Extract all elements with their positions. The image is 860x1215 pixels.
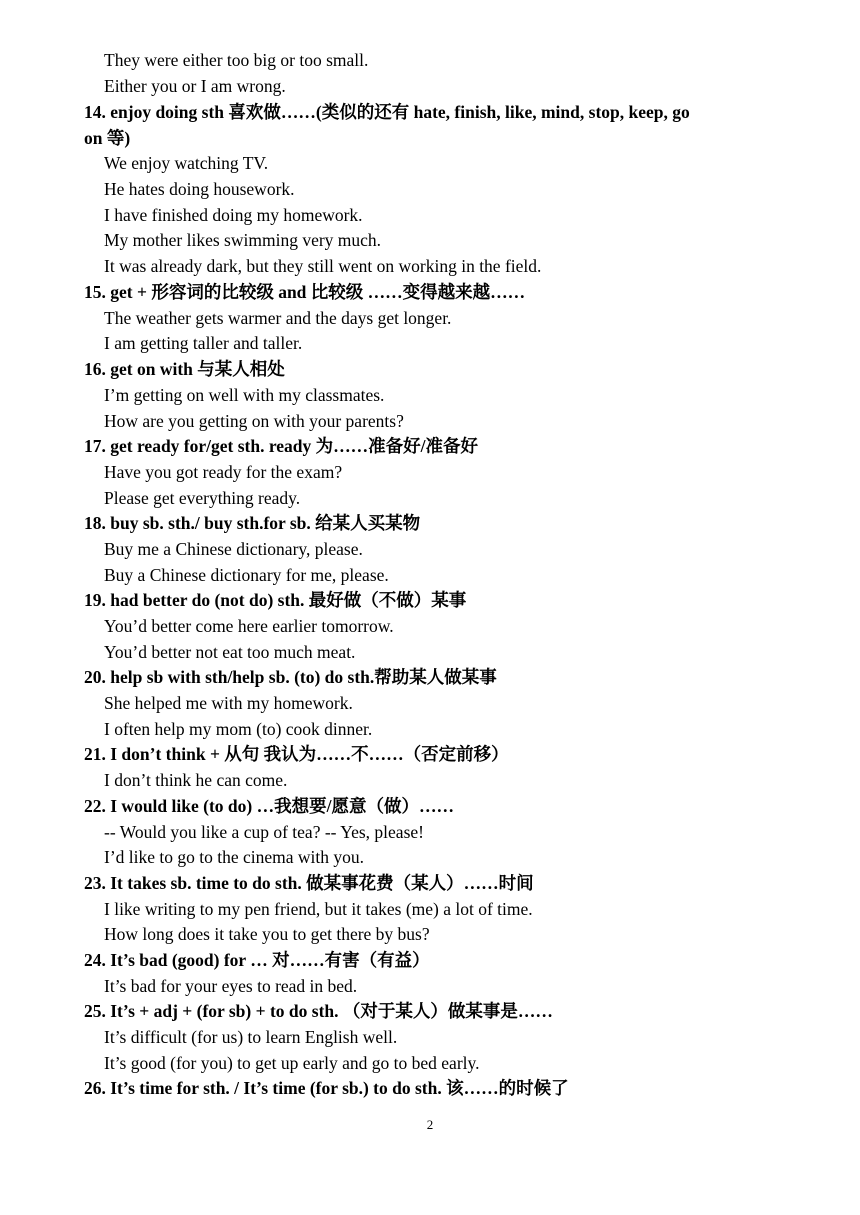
example-sentence: I have finished doing my homework. bbox=[104, 205, 363, 225]
page-number: 2 bbox=[426, 1117, 434, 1132]
example-sentence: They were either too big or too small. bbox=[104, 50, 369, 70]
example-sentence: I often help my mom (to) cook dinner. bbox=[104, 719, 373, 739]
phrase-heading-26: 26. It’s time for sth. / It’s time (for sb.) to do sth. 该……的时候了 bbox=[84, 1078, 569, 1098]
example-sentence: Either you or I am wrong. bbox=[104, 76, 286, 96]
phrase-heading-22: 22. I would like (to do) …我想要/愿意（做）…… bbox=[84, 796, 454, 816]
phrase-heading-23: 23. It takes sb. time to do sth. 做某事花费（某人）……时间 bbox=[84, 873, 534, 893]
example-sentence: I like writing to my pen friend, but it takes (me) a lot of time. bbox=[104, 899, 533, 919]
example-sentence: You’d better come here earlier tomorrow. bbox=[104, 616, 394, 636]
phrase-heading-14: 14. enjoy doing sth 喜欢做……(类似的还有 hate, finish, like, mind, stop, keep, go bbox=[84, 102, 690, 122]
phrase-heading-21: 21. I don’t think + 从句 我认为……不……（否定前移） bbox=[84, 744, 509, 764]
phrase-heading-18: 18. buy sb. sth./ buy sth.for sb. 给某人买某物 bbox=[84, 513, 421, 533]
example-sentence: You’d better not eat too much meat. bbox=[104, 642, 356, 662]
example-sentence: How are you getting on with your parents? bbox=[104, 411, 404, 431]
example-sentence: Please get everything ready. bbox=[104, 488, 301, 508]
example-sentence: It’s difficult (for us) to learn English well. bbox=[104, 1027, 398, 1047]
phrase-heading-24: 24. It’s bad (good) for … 对……有害（有益） bbox=[84, 950, 430, 970]
phrase-heading-15: 15. get + 形容词的比较级 and 比较级 ……变得越来越…… bbox=[84, 282, 526, 302]
example-sentence: The weather gets warmer and the days get longer. bbox=[104, 308, 452, 328]
example-sentence: I don’t think he can come. bbox=[104, 770, 288, 790]
example-sentence: I’d like to go to the cinema with you. bbox=[104, 847, 365, 867]
example-sentence: Buy a Chinese dictionary for me, please. bbox=[104, 565, 389, 585]
phrase-heading-20: 20. help sb with sth/help sb. (to) do sth.帮助某人做某事 bbox=[84, 667, 497, 687]
example-sentence: It was already dark, but they still went on working in the field. bbox=[104, 256, 542, 276]
example-sentence: Have you got ready for the exam? bbox=[104, 462, 343, 482]
example-sentence: He hates doing housework. bbox=[104, 179, 295, 199]
example-sentence: My mother likes swimming very much. bbox=[104, 230, 382, 250]
example-sentence: Buy me a Chinese dictionary, please. bbox=[104, 539, 363, 559]
example-sentence: It’s good (for you) to get up early and go to bed early. bbox=[104, 1053, 480, 1073]
example-sentence: I am getting taller and taller. bbox=[104, 333, 303, 353]
phrase-heading-19: 19. had better do (not do) sth. 最好做（不做）某事 bbox=[84, 590, 467, 610]
example-sentence: I’m getting on well with my classmates. bbox=[104, 385, 385, 405]
example-sentence: We enjoy watching TV. bbox=[104, 153, 269, 173]
example-sentence: It’s bad for your eyes to read in bed. bbox=[104, 976, 358, 996]
example-sentence: -- Would you like a cup of tea? -- Yes, please! bbox=[104, 822, 424, 842]
example-sentence: She helped me with my homework. bbox=[104, 693, 353, 713]
phrase-heading-16: 16. get on with 与某人相处 bbox=[84, 359, 285, 379]
phrase-heading-17: 17. get ready for/get sth. ready 为……准备好/准备好 bbox=[84, 436, 479, 456]
phrase-heading-25: 25. It’s + adj + (for sb) + to do sth. （对于某人）做某事是…… bbox=[84, 1001, 553, 1021]
example-sentence: How long does it take you to get there by bus? bbox=[104, 924, 430, 944]
phrase-heading-14-cont: on 等) bbox=[84, 128, 131, 148]
